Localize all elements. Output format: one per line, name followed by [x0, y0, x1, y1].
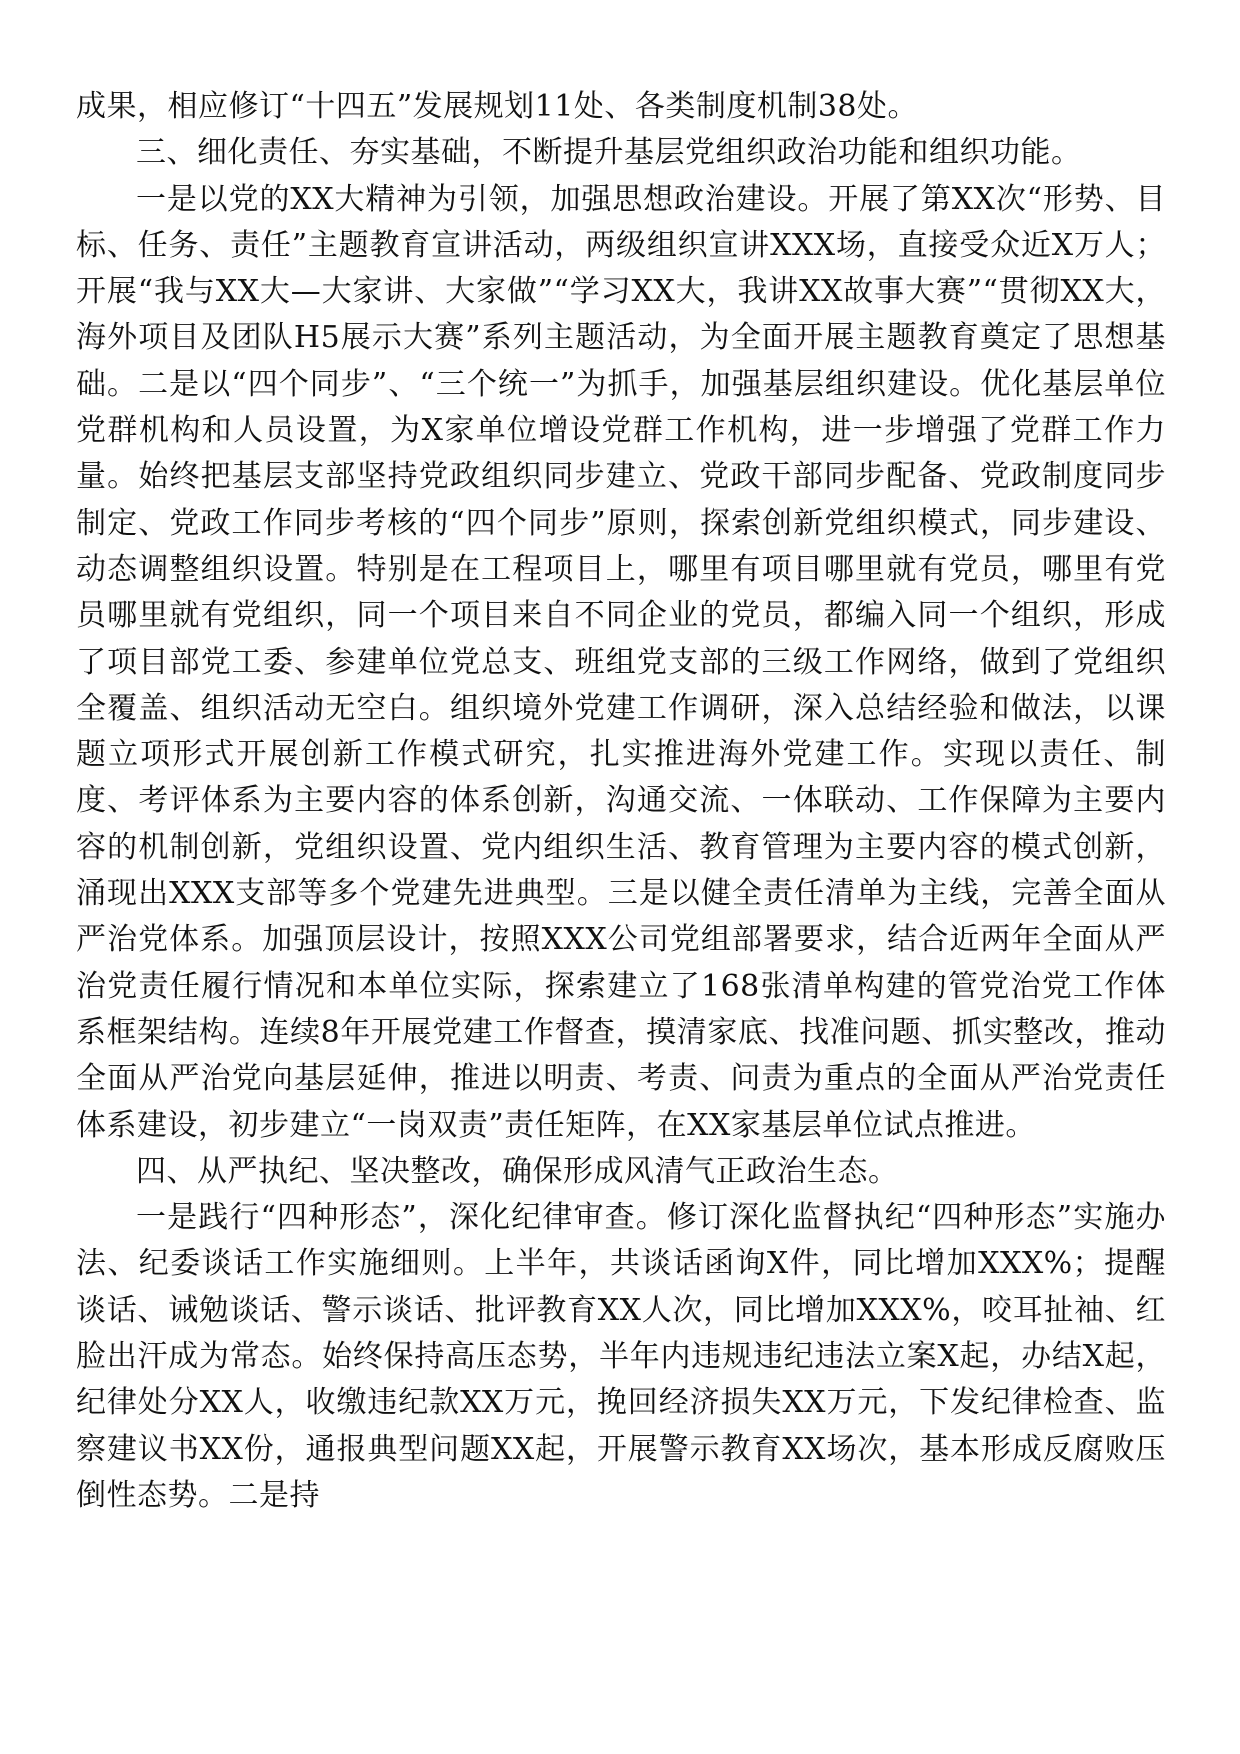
section-heading-four: 四、从严执纪、坚决整改，确保形成风清气正政治生态。	[136, 1153, 899, 1189]
document-body	[76, 84, 1166, 1519]
paragraph-continuation: 成果，相应修订“十四五”发展规划11处、各类制度机制38处。	[76, 89, 919, 124]
paragraph-discipline: 一是践行“四种形态”，深化纪律审查。修订深化监督执纪“四种形态”实施办法、纪委谈话工作实施细则。上半年，共谈话函询X件，同比增加XXX%；提醒谈话、诫勉谈话、警示谈话、批评教育XX人次，同比增加XXX%，咬耳扯袖、红脸出汗成为常态。始终保持高压态势，半年内违规违纪违法立案X起，办结X起，纪律处分XX人，收缴违纪款XX万元，挽回经济损失XX万元，下发纪律检查、监察建议书XX份，通报典型问题XX起，开展警示教育XX场次，基本形成反腐败压倒性态势。二是持	[76, 1200, 1166, 1513]
paragraph-party-building: 一是以党的XX大精神为引领，加强思想政治建设。开展了第XX次“形势、目标、任务、责任”主题教育宣讲活动，两级组织宣讲XXX场，直接受众近X万人；开展“我与XX大—大家讲、大家做”“学习XX大，我讲XX故事大赛”“贯彻XX大，海外项目及团队H5展示大赛”系列主题活动，为全面开展主题教育奠定了思想基础。二是以“四个同步”、“三个统一”为抓手，加强基层组织建设。优化基层单位党群机构和人员设置，为X家单位增设党群工作机构，进一步增强了党群工作力量。始终把基层支部坚持党政组织同步建立、党政干部同步配备、党政制度同步制定、党政工作同步考核的“四个同步”原则，探索创新党组织模式，同步建设、动态调整组织设置。特别是在工程项目上，哪里有项目哪里就有党员，哪里有党员哪里就有党组织，同一个项目来自不同企业的党员，都编入同一个组织，形成了项目部党工委、参建单位党总支、班组党支部的三级工作网络，做到了党组织全覆盖、组织活动无空白。组织境外党建工作调研，深入总结经验和做法，以课题立项形式开展创新工作模式研究，扎实推进海外党建工作。实现以责任、制度、考评体系为主要内容的体系创新，沟通交流、一体联动、工作保障为主要内容的机制创新，党组织设置、党内组织生活、教育管理为主要内容的模式创新，涌现出XXX支部等多个党建先进典型。三是以健全责任清单为主线，完善全面从严治党体系。加强顶层设计，按照XXX公司党组部署要求，结合近两年全面从严治党责任履行情况和本单位实际，探索建立了168张清单构建的管党治党工作体系框架结构。连续8年开展党建工作督查，摸清家底、找准问题、抓实整改，推动全面从严治党向基层延伸，推进以明责、考责、问责为重点的全面从严治党责任体系建设，初步建立“一岗双责”责任矩阵，在XX家基层单位试点推进。	[76, 181, 1166, 1143]
section-heading-three: 三、细化责任、夯实基础，不断提升基层党组织政治功能和组织功能。	[136, 135, 1082, 171]
